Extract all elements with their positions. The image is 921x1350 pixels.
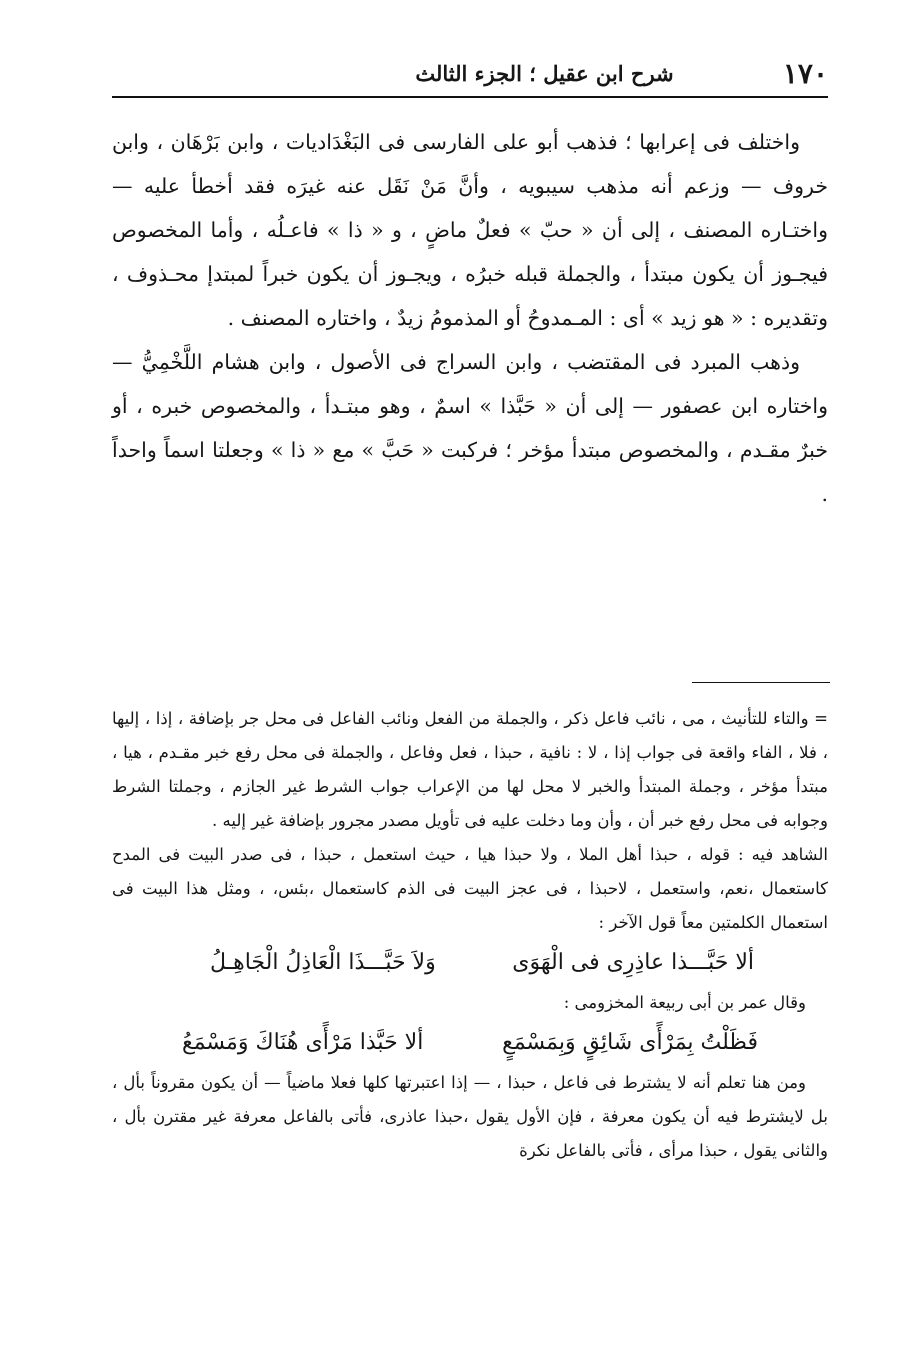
verse-2 <box>112 1020 828 1066</box>
running-title: شرح ابن عقيل ؛ الجزء الثالث <box>415 61 674 86</box>
footnote-paragraph-4: ومن هنا تعلم أنه لا يشترط فى فاعل ، حبذا ، — إذا اعتبرتها كلها فعلا ماضياً — أن يكون مقروناً بأل ، بل لايشترط فيه أن يكون معرفة ، فإن الأول يقول ،حبذا عاذرى، فأتى بالفاعل معرفة غير مقترن بأل ، والثانى يقول ، حبذا مرأى ، فأتى بالفاعل نكرة <box>112 1073 828 1160</box>
main-paragraph-1: واختلف فى إعرابها ؛ فذهب أبو على الفارسى فى البَغْدَاديات ، وابن بَرْهَان ، وابن خروف — وزعم أنه مذهب سيبويه ، وأنَّ مَنْ نَقَل عنه غيرَه فقد أخطأ عليه — واختـاره المصنف ، إلى أن « حبّ » فعلٌ ماضٍ ، و « ذا » فاعـلُه ، وأما المخصوص فيجـوز أن يكون مبتدأ ، والجملة قبله خبرُه ، ويجـوز أن يكون خبراً لمبتدإ محـذوف ، وتقديره : « هو زيد » أى : المـمدوحُ أو المذمومُ زيدٌ ، واختاره المصنف . <box>112 130 828 330</box>
footnote-paragraph-3: وقال عمر بن أبى ربيعة المخزومى : <box>563 993 806 1012</box>
verse-2-hemistich-1: فَظَلْتُ بِمَرْأًى شَائِقٍ وَبِمَسْمَعٍ <box>502 1030 758 1055</box>
verse-2-hemistich-2: ألا حَبَّذا مَرْأًى هُنَاكَ وَمَسْمَعُ <box>182 1030 424 1055</box>
header-rule <box>112 96 828 98</box>
page-header <box>112 55 828 95</box>
footnote-paragraph-2: الشاهد فيه : قوله ، حبذا أهل الملا ، ولا حبذا هيا ، حيث استعمل ، حبذا ، فى صدر البيت فى المدح كاستعمال ،نعم، واستعمل ، لاحبذا ، فى عجز البيت فى الذم كاستعمال ،بئس، ، ومثل هذا البيت فى استعمال الكلمتين معاً قول الآخر : <box>112 845 828 932</box>
main-text <box>112 120 828 516</box>
page-number: ١٧٠ <box>782 57 828 90</box>
footnote-paragraph-1: = والتاء للتأنيث ، مى ، نائب فاعل ذكر ، والجملة من الفعل ونائب الفاعل فى محل جر بإضافة ، إذا ، إليها ، فلا ، الفاء واقعة فى جواب إذا ، لا : نافية ، حبذا ، فعل وفاعل ، والجملة فى محل رفع خبر مقـدم ، هيا ، مبتدأ مؤخر ، وجملة المبتدأ والخبر لا محل لها من الإعراب جواب الشرط غير الجازم ، وجملتا الشرط وجوابه فى محل رفع خبر أن ، وأن وما دخلت عليه فى تأويل مصدر مجرور بإضافة غير إليه . <box>112 709 828 830</box>
footnote-separator <box>692 682 830 683</box>
main-paragraph-2: وذهب المبرد فى المقتضب ، وابن السراج فى الأصول ، وابن هشام اللَّخْمِيُّ — واختاره ابن عصفور — إلى أن « حَبَّذا » اسمٌ ، وهو مبتـدأ ، والمخصوص خبره ، أو خبرٌ مقـدم ، والمخصوص مبتدأ مؤخر ؛ فركبت « حَبَّ » مع « ذا » وجعلتا اسماً واحداً . <box>112 350 828 506</box>
verse-1-hemistich-2: وَلاَ حَبَّـــذَا الْعَاذِلُ الْجَاهِـلُ <box>210 950 436 975</box>
footnotes <box>112 702 828 1168</box>
verse-1-hemistich-1: ألا حَبَّـــذا عاذِرِى فى الْهَوَى <box>512 950 754 975</box>
verse-1 <box>112 940 828 986</box>
